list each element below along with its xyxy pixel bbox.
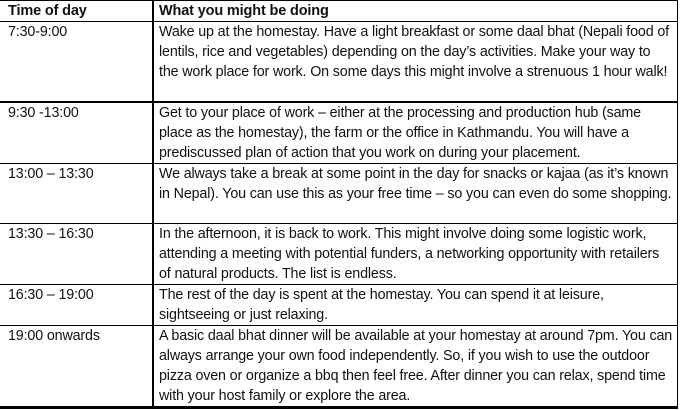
- table-row: [0, 102, 678, 164]
- table-row: [0, 284, 678, 325]
- time-cell: 19:00 onwards: [0, 325, 153, 407]
- activity-cell: Wake up at the homestay. Have a light breakfast or some daal bhat (Nepali food of lentils, rice and vegetables) depending on the day’s activities. Make your way to the work place for work. On some days this might involve a strenuous 1 hour walk!: [153, 22, 678, 102]
- time-cell: 16:30 – 19:00: [0, 284, 153, 325]
- time-cell: 7:30-9:00: [0, 22, 153, 102]
- table-header-row: [0, 1, 678, 22]
- time-cell: 13:30 – 16:30: [0, 223, 153, 284]
- activity-cell: A basic daal bhat dinner will be available at your homestay at around 7pm. You can always arrange your own food independently. So, if you wish to use the outdoor pizza oven or organize a bbq then feel free. After dinner you can relax, spend time with your host family or explore the area.: [153, 325, 678, 407]
- header-time-of-day: Time of day: [0, 1, 153, 22]
- table-row: [0, 22, 678, 102]
- activity-cell: In the afternoon, it is back to work. This might involve doing some logistic work, attending a meeting with potential funders, a networking opportunity with retailers of natural products. The list is endless.: [153, 223, 678, 284]
- time-cell: 13:00 – 13:30: [0, 163, 153, 223]
- time-cell: 9:30 -13:00: [0, 102, 153, 164]
- activity-cell: Get to your place of work – either at the processing and production hub (same place as the homestay), the farm or the office in Kathmandu. You will have a prediscussed plan of action that you work on during your placement.: [153, 102, 678, 164]
- table-row: [0, 163, 678, 223]
- activity-cell: We always take a break at some point in the day for snacks or kajaa (as it’s known in Nepal). You can use this as your free time – so you can even do some shopping.: [153, 163, 678, 223]
- header-activity: What you might be doing: [153, 1, 678, 22]
- table-row: [0, 223, 678, 284]
- activity-cell: The rest of the day is spent at the homestay. You can spend it at leisure, sightseeing or just relaxing.: [153, 284, 678, 325]
- table-row: [0, 325, 678, 407]
